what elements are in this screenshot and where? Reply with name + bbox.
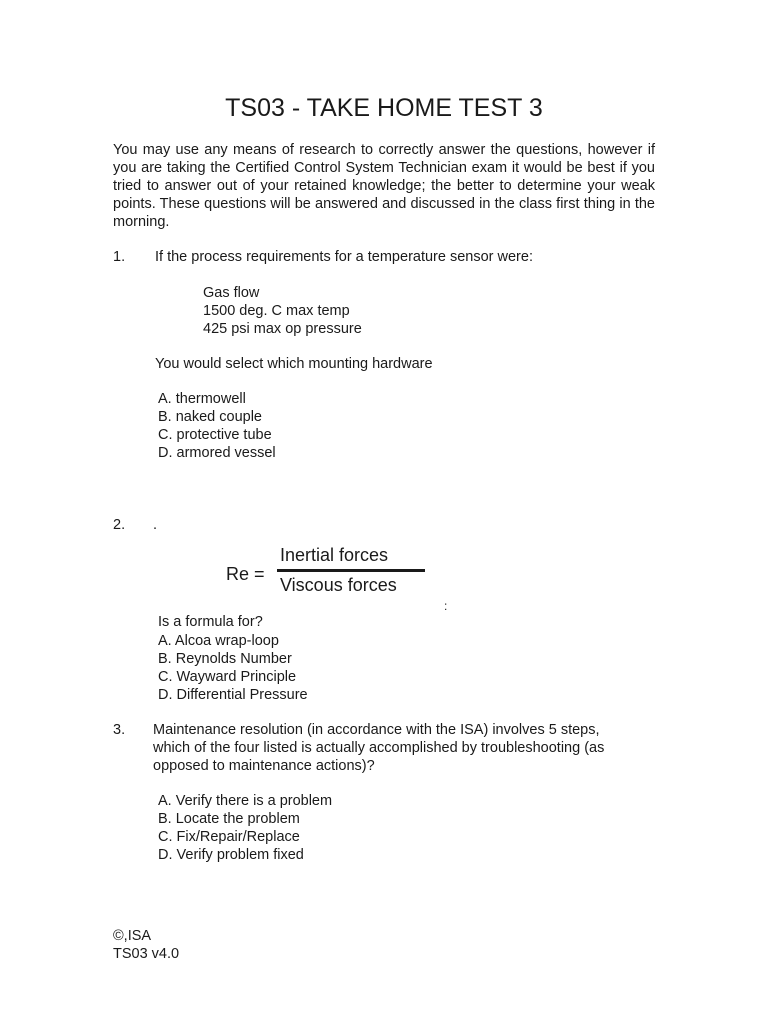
q3-text: Maintenance resolution (in accordance with the ISA) involves 5 steps, which of the four listed is actually accomplished by troubleshooting (as opposed to maintenance actions)? — [153, 722, 605, 774]
q1-requirements — [203, 284, 362, 338]
q1-requirement: 425 psi max op pressure — [203, 321, 362, 337]
q1-requirement: Gas flow — [203, 285, 260, 301]
q1-option: C. protective tube — [158, 427, 272, 443]
q2-number: 2. — [113, 517, 126, 533]
footer-version: TS03 v4.0 — [113, 946, 180, 962]
q3-option: A. Verify there is a problem — [158, 793, 333, 809]
page-title: TS03 - TAKE HOME TEST 3 — [225, 94, 543, 122]
formula-numerator: Inertial forces — [280, 545, 389, 565]
q1-option: A. thermowell — [158, 391, 246, 407]
q2-options — [158, 632, 308, 704]
q1-option: D. armored vessel — [158, 445, 276, 461]
q2-dot: . — [153, 517, 158, 533]
intro-paragraph: You may use any means of research to correctly answer the questions, however if you are taking the Certified Control System Technician exam it would be best if you tried to answer out of your retained knowledge; the better to determine your weak points. These questions will be answered and discussed in the class first thing in the morning. — [113, 142, 655, 230]
q2-option: A. Alcoa wrap-loop — [158, 633, 279, 649]
footer-copyright: ©,ISA — [113, 928, 152, 944]
q2-colon: : — [444, 599, 448, 613]
q2-option: C. Wayward Principle — [158, 669, 297, 685]
q1-requirement: 1500 deg. C max temp — [203, 303, 350, 319]
reynolds-formula — [226, 543, 436, 599]
q3-option: B. Locate the problem — [158, 811, 300, 827]
formula-lhs: Re = — [226, 564, 265, 584]
fraction-bar — [277, 569, 425, 572]
q3-number: 3. — [113, 722, 126, 738]
q2-prompt: Is a formula for? — [158, 614, 263, 630]
q3-option: C. Fix/Repair/Replace — [158, 829, 300, 845]
q1-text: If the process requirements for a temperature sensor were: — [155, 249, 533, 265]
q1-prompt: You would select which mounting hardware — [155, 356, 433, 372]
formula-denominator: Viscous forces — [280, 575, 397, 595]
q2-option: B. Reynolds Number — [158, 651, 292, 667]
q2-option: D. Differential Pressure — [158, 687, 308, 703]
q1-option: B. naked couple — [158, 409, 262, 425]
q1-options — [158, 390, 276, 462]
q1-number: 1. — [113, 249, 126, 265]
q3-option: D. Verify problem fixed — [158, 847, 304, 863]
q3-options — [158, 792, 332, 864]
